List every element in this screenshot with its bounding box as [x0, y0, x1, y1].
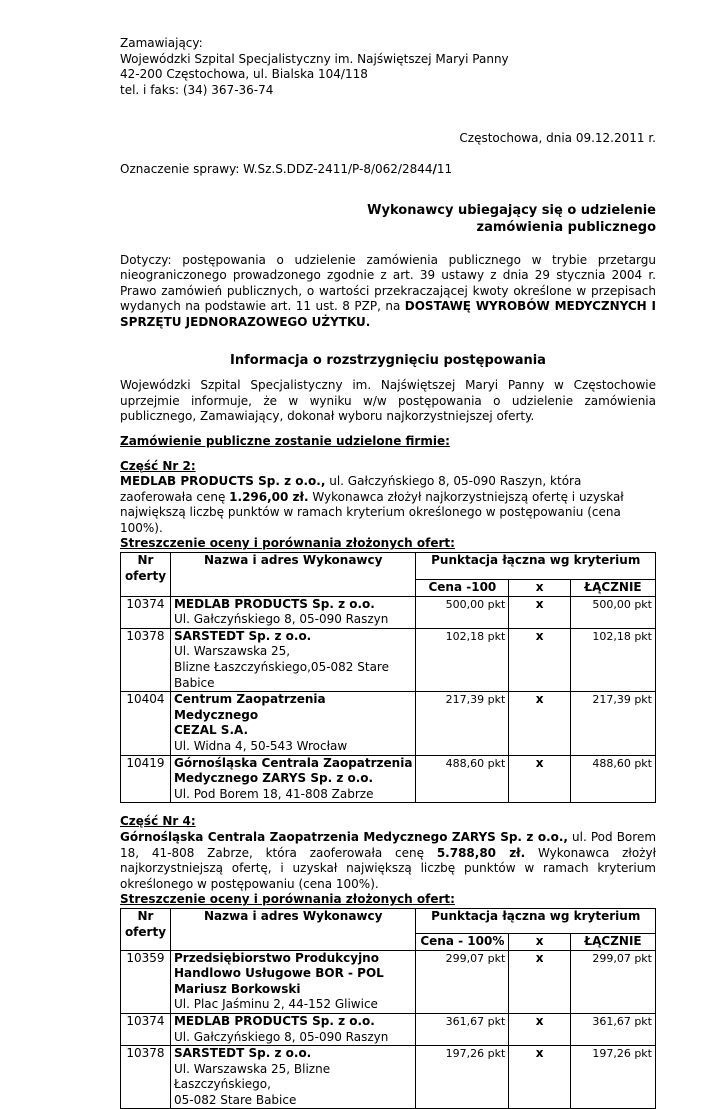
total-points: 361,67 pkt — [571, 1013, 656, 1045]
contractor-name: Górnośląska Centrala Zaopatrzenia — [173, 755, 413, 770]
table-row — [121, 628, 656, 691]
part2-winner-name: MEDLAB PRODUCTS Sp. z o.o., — [120, 474, 326, 489]
sub-x: x — [509, 580, 571, 597]
col-name: Nazwa i adres Wykonawcy — [170, 553, 415, 597]
offer-nr: 10404 — [121, 692, 171, 755]
x-mark: x — [509, 1013, 571, 1045]
contractor — [170, 596, 415, 628]
total-points: 217,39 pkt — [571, 692, 656, 755]
price-points: 217,39 pkt — [416, 692, 509, 755]
awarded-heading: Zamówienie publiczne zostanie udzielone firmie: — [120, 433, 450, 448]
case-reference-slash: / — [432, 161, 437, 176]
table-row — [121, 755, 656, 803]
x-mark: x — [509, 596, 571, 628]
part4-winner-name: Górnośląska Centrala Zaopatrzenia Medycznego ZARYS Sp. z o.o., — [120, 829, 568, 844]
col-points: Punktacja łączna wg kryterium — [416, 553, 656, 580]
contractor-name: MEDLAB PRODUCTS Sp. z o.o. — [173, 596, 375, 611]
sender-block — [120, 36, 656, 98]
contractor — [170, 628, 415, 691]
sub-price: Cena -100 — [416, 580, 509, 597]
part4-winner-paragraph — [120, 830, 656, 892]
addressee — [120, 202, 656, 236]
contractor-address: Ul. Gałczyńskiego 8, 05-090 Raszyn — [173, 612, 389, 627]
contractor-name-2: CEZAL S.A. — [173, 723, 249, 738]
x-mark: x — [509, 1046, 571, 1109]
contractor — [170, 950, 415, 1013]
price-points: 488,60 pkt — [416, 755, 509, 803]
sender-phone: tel. i faks: (34) 367-36-74 — [120, 82, 274, 97]
subject-bold: DOSTAWĘ WYROBÓW MEDYCZNYCH I SPRZĘTU JEDNORAZOWEGO UŻYTKU. — [120, 299, 657, 329]
part2-results-table — [120, 552, 656, 803]
x-mark: x — [509, 692, 571, 755]
part2-heading: Część Nr 2: — [120, 458, 196, 473]
part4-summary-heading: Streszczenie oceny i porównania złożonych ofert: — [120, 892, 455, 907]
subject-text: Dotyczy: postępowania o udzielenie zamówienia publicznego w trybie przetargu nieograniczonego prowadzonego zgodnie z art. 39 ustawy z dnia 29 stycznia 2004 r. Prawo zamówień publicznych, o wartości przekraczającej kwoty określone w przepisach wydanych na podstawie art. 11 ust. 8 PZP, na — [120, 252, 656, 314]
price-points: 500,00 pkt — [416, 596, 509, 628]
contractor-address: Ul. Warszawska 25, Blizne Łaszczyńskiego, — [173, 1061, 331, 1092]
price-points: 299,07 pkt — [416, 950, 509, 1013]
contractor-address: Ul. Widna 4, 50-543 Wrocław — [173, 739, 348, 753]
section-title: Informacja o rozstrzygnięciu postępowania — [230, 352, 546, 368]
total-points: 102,18 pkt — [571, 628, 656, 691]
subject-paragraph — [120, 253, 656, 331]
offer-nr: 10378 — [121, 1046, 171, 1109]
col-name: Nazwa i adres Wykonawcy — [170, 908, 415, 950]
col-nr: Nr oferty — [121, 553, 171, 597]
contractor-address: Ul. Pod Borem 18, 41-808 Zabrze — [173, 786, 374, 801]
sender-address: 42-200 Częstochowa, ul. Bialska 104/118 — [120, 67, 368, 82]
contractor-name: Przedsiębiorstwo Produkcyjno — [173, 950, 379, 965]
col-nr: Nr oferty — [121, 908, 171, 950]
addressee-line1: Wykonawcy ubiegający się o udzielenie — [367, 202, 656, 218]
table-header-row — [121, 908, 656, 933]
part2-price: 1.296,00 zł. — [229, 489, 309, 504]
offer-nr: 10374 — [121, 1013, 171, 1045]
table-row — [121, 1046, 656, 1109]
contractor-address-2: 05-082 Stare Babice — [173, 1092, 297, 1107]
contractor-name-3: Mariusz Borkowski — [173, 981, 301, 996]
case-reference-main: Oznaczenie sprawy: W.Sz.S.DDZ-2411/P-8/062/2844 — [120, 161, 433, 176]
table-row — [121, 950, 656, 1013]
sub-price: Cena - 100% — [416, 933, 509, 950]
price-points: 361,67 pkt — [416, 1013, 509, 1045]
contractor — [170, 1013, 415, 1045]
part4-winner-text2: Wykonawca złożył najkorzystniejszą ofertę, i uzyskał największą liczbę punktów w ramach kryterium określonego w postępowaniu (cena 100%). — [120, 845, 656, 891]
addressee-line2: zamówienia publicznego — [476, 219, 656, 235]
date-line: Częstochowa, dnia 09.12.2011 r. — [459, 131, 656, 146]
contractor-address: Ul. Warszawska 25, — [173, 644, 291, 659]
table-row — [121, 692, 656, 755]
part2-winner-text2: Wykonawca złożył najkorzystniejszą ofertę i uzyskał największą liczbę punktów w ramach kryterium określonego w postępowaniu (cena 100%). — [120, 489, 624, 535]
total-points: 500,00 pkt — [571, 596, 656, 628]
part4-results-table — [120, 908, 656, 1109]
total-points: 299,07 pkt — [571, 950, 656, 1013]
total-points: 488,60 pkt — [571, 755, 656, 803]
offer-nr: 10419 — [121, 755, 171, 803]
part2-summary-heading: Streszczenie oceny i porównania złożonych ofert: — [120, 536, 455, 551]
contractor-name: SARSTEDT Sp. z o.o. — [173, 628, 312, 643]
contractor — [170, 755, 415, 803]
contractor-name: Centrum Zaopatrzenia Medycznego — [173, 692, 326, 722]
offer-nr: 10374 — [121, 596, 171, 628]
table-header-row — [121, 553, 656, 580]
contractor-address: Ul. Plac Jaśminu 2, 44-152 Gliwice — [173, 997, 378, 1012]
contractor-name: MEDLAB PRODUCTS Sp. z o.o. — [173, 1013, 375, 1028]
contractor — [170, 692, 415, 755]
contractor-name: SARSTEDT Sp. z o.o. — [173, 1046, 312, 1061]
total-points: 197,26 pkt — [571, 1046, 656, 1109]
contractor-name-2: Medycznego ZARYS Sp. z o.o. — [173, 771, 374, 786]
sender-label: Zamawiający: — [120, 36, 203, 50]
case-reference-year: 11 — [436, 161, 453, 176]
offer-nr: 10378 — [121, 628, 171, 691]
table-row — [121, 1013, 656, 1045]
contractor-address-2: Blizne Łaszczyńskiego,05-082 Stare Babice — [173, 660, 389, 690]
contractor-name-2: Handlowo Usługowe BOR - POL — [173, 966, 384, 981]
sender-name: Wojewódzki Szpital Specjalistyczny im. Najświętszej Maryi Panny — [120, 51, 509, 66]
x-mark: x — [509, 950, 571, 1013]
sub-total: ŁĄCZNIE — [571, 580, 656, 597]
part2-winner-text: ul. Gałczyńskiego 8, 05-090 Raszyn, która zaoferowała cenę — [120, 474, 582, 504]
table-row — [121, 596, 656, 628]
part4-price: 5.788,80 zł. — [436, 845, 526, 860]
x-mark: x — [509, 628, 571, 691]
part2-winner-paragraph — [120, 474, 656, 536]
x-mark: x — [509, 755, 571, 803]
contractor — [170, 1046, 415, 1109]
part4-heading: Część Nr 4: — [120, 814, 196, 829]
intro-paragraph: Wojewódzki Szpital Specjalistyczny im. Najświętszej Maryi Panny w Częstochowie uprzejmie informuje, że w wyniku w/w postępowania o udzielenie zamówienia publicznego, Zamawiający, dokonał wyboru najkorzystniejszej oferty. — [120, 378, 656, 424]
document-page — [120, 36, 656, 1109]
case-reference — [120, 162, 656, 178]
sub-x: x — [509, 933, 571, 950]
contractor-address: Ul. Gałczyńskiego 8, 05-090 Raszyn — [173, 1029, 389, 1044]
price-points: 197,26 pkt — [416, 1046, 509, 1109]
offer-nr: 10359 — [121, 950, 171, 1013]
sub-total: ŁĄCZNIE — [571, 933, 656, 950]
col-points: Punktacja łączna wg kryterium — [416, 908, 656, 933]
price-points: 102,18 pkt — [416, 628, 509, 691]
part4-winner-text: ul. Pod Borem 18, 41-808 Zabrze, która zaoferowała cenę — [120, 829, 657, 860]
